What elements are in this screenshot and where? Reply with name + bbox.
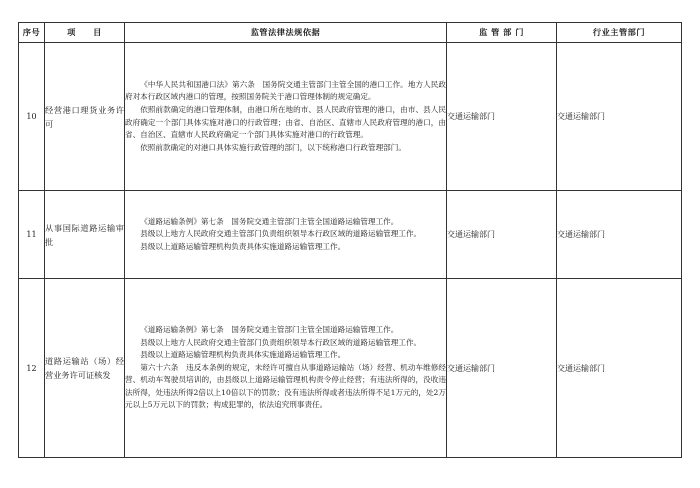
table-row [19,43,682,191]
row-basis [125,43,447,191]
row-item: 道路运输站（场）经营业务许可证核发 [45,279,125,458]
basis-paragraph: 依照前款确定的港口管理体制，由港口所在地的市、县人民政府管理的港口，由市、县人民政府确定一个部门具体实施对港口的行政管理；由省、自治区、直辖市人民政府管理的港口，由省、自治区、直辖市人民政府确定一个部门具体实施对港口的行政管理。 [125,104,446,140]
basis-paragraph: 第六十六条 违反本条例的规定，未经许可擅自从事道路运输站（场）经营、机动车维修经营、机动车驾驶员培训的，由县级以上道路运输管理机构责令停止经营；有违法所得的，没收违法所得，处违法所得2倍以上10倍以下的罚款；没有违法所得或者违法所得不足1万元的，处2万元以上5万元以下的罚款；构成犯罪的，依法追究刑事责任。 [125,362,446,410]
row-supervisor: 交通运输部门 [447,279,557,458]
header-seq: 序号 [19,23,45,43]
row-item: 从事国际道路运输审批 [45,191,125,279]
row-supervisor: 交通运输部门 [447,191,557,279]
header-item: 项 目 [45,23,125,43]
row-industry: 交通运输部门 [557,279,682,458]
basis-paragraph: 依照前款确定的对港口具体实施行政管理的部门，以下统称港口行政管理部门。 [140,142,406,152]
basis-paragraph: 县级以上地方人民政府交通主管部门负责组织领导本行政区域的道路运输管理工作。 [140,229,422,239]
header-supervisor: 监 管 部 门 [447,23,557,43]
row-industry: 交通运输部门 [557,43,682,191]
basis-paragraph: 县级以上道路运输管理机构负责具体实施道路运输管理工作。 [140,241,346,251]
header-row [19,23,682,43]
row-number: 10 [19,43,45,191]
basis-paragraph: 县级以上地方人民政府交通主管部门负责组织领导本行政区域的道路运输管理工作。 [140,337,422,347]
header-basis: 监管法律法规依据 [125,23,447,43]
row-number: 11 [19,191,45,279]
row-number: 12 [19,279,45,458]
row-basis [125,279,447,458]
row-item: 经营港口理货业务许可 [45,43,125,191]
header-industry: 行业主管部门 [557,23,682,43]
basis-paragraph: 县级以上道路运输管理机构负责具体实施道路运输管理工作。 [140,350,346,360]
table-row [19,191,682,279]
row-supervisor: 交通运输部门 [447,43,557,191]
row-basis [125,191,447,279]
row-industry: 交通运输部门 [557,191,682,279]
regulation-table [18,22,682,458]
basis-paragraph: 《道路运输条例》第七条 国务院交通主管部门主管全国道路运输管理工作。 [140,324,399,334]
table-row [19,279,682,458]
basis-paragraph: 《中华人民共和国港口法》第六条 国务院交通主管部门主管全国的港口工作。地方人民政府对本行政区域内港口的管理，按照国务院关于港口管理体制的规定确定。 [125,79,446,102]
basis-paragraph: 《道路运输条例》第七条 国务院交通主管部门主管全国道路运输管理工作。 [140,216,399,226]
